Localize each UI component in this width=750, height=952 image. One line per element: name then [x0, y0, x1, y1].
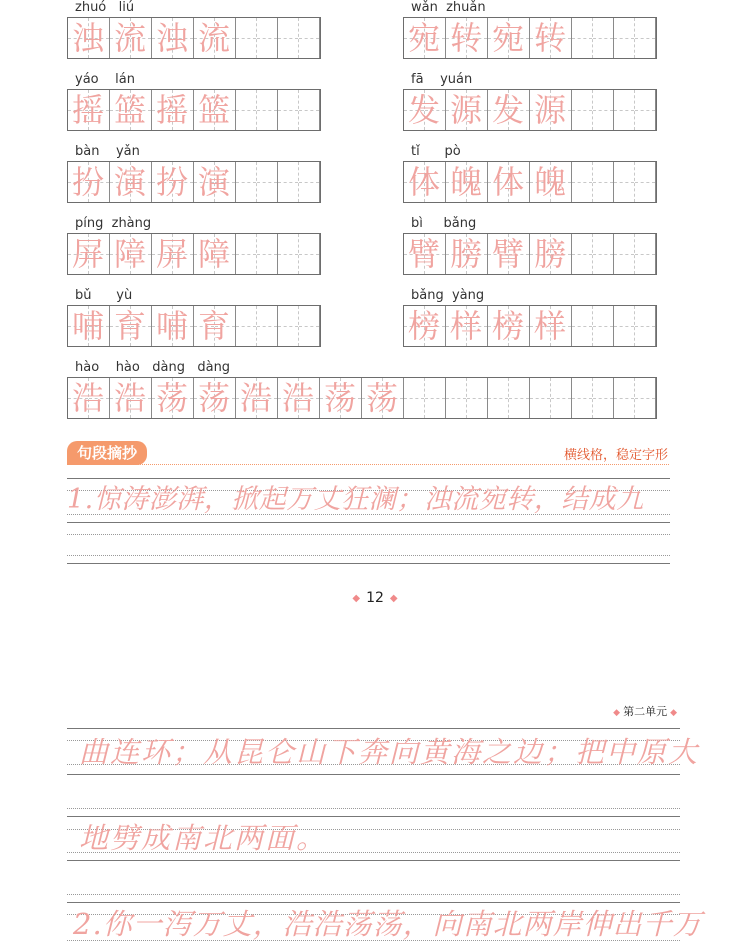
pinyin: bàn yǎn	[75, 144, 140, 159]
pinyin: tǐ pò	[411, 144, 461, 159]
grid-cell[interactable]	[467, 234, 488, 274]
trace-character: 篮	[197, 91, 230, 129]
grid-cell[interactable]	[530, 378, 551, 418]
trace-character: 障	[197, 235, 230, 273]
trace-character: 浩	[113, 379, 146, 417]
trace-character: 扮	[71, 163, 104, 201]
grid-cell[interactable]	[425, 306, 446, 346]
grid-cell[interactable]	[110, 18, 131, 58]
grid-cell[interactable]	[215, 90, 236, 130]
grid-cell[interactable]	[110, 162, 131, 202]
pinyin: fā yuán	[411, 72, 473, 87]
grid-cell[interactable]	[614, 90, 635, 130]
trace-character: 魄	[449, 163, 482, 201]
grid-cell[interactable]	[299, 234, 320, 274]
grid-cell[interactable]	[593, 234, 614, 274]
grid-cell[interactable]	[488, 162, 509, 202]
grid-cell[interactable]	[152, 234, 173, 274]
grid-cell[interactable]	[173, 306, 194, 346]
grid-cell[interactable]	[299, 306, 320, 346]
tianzige-grid	[67, 305, 321, 347]
grid-cell[interactable]	[530, 18, 551, 58]
grid-cell[interactable]	[299, 90, 320, 130]
grid-cell[interactable]	[215, 234, 236, 274]
grid-cell[interactable]	[173, 378, 194, 418]
trace-character: 体	[491, 163, 524, 201]
grid-cell[interactable]	[530, 162, 551, 202]
grid-cell[interactable]	[404, 90, 425, 130]
grid-cell[interactable]	[425, 162, 446, 202]
grid-cell[interactable]	[194, 234, 215, 274]
trace-character: 发	[491, 91, 524, 129]
passage-line: 地劈成南北两面。	[79, 821, 328, 855]
grid-cell[interactable]	[572, 234, 593, 274]
grid-cell[interactable]	[488, 90, 509, 130]
pinyin: hào hào dàng dàng	[75, 360, 231, 375]
grid-cell[interactable]	[614, 18, 635, 58]
grid-cell[interactable]	[509, 18, 530, 58]
grid-cell[interactable]	[152, 18, 173, 58]
grid-cell[interactable]	[257, 378, 278, 418]
grid-cell[interactable]	[215, 378, 236, 418]
grid-cell[interactable]	[278, 18, 299, 58]
trace-character: 扮	[155, 163, 188, 201]
trace-character: 摇	[71, 91, 104, 129]
trace-character: 育	[197, 307, 230, 345]
writing-lines-1	[67, 478, 670, 564]
trace-character: 浩	[71, 379, 104, 417]
pinyin: bǔ yù	[75, 288, 133, 303]
grid-cell[interactable]	[404, 18, 425, 58]
grid-cell[interactable]	[194, 306, 215, 346]
grid-cell[interactable]	[257, 306, 278, 346]
grid-cell[interactable]	[194, 18, 215, 58]
grid-cell[interactable]	[299, 18, 320, 58]
grid-cell[interactable]	[635, 162, 656, 202]
grid-cell[interactable]	[446, 162, 467, 202]
trace-character: 浊	[71, 19, 104, 57]
tianzige-grid	[67, 377, 657, 419]
grid-cell[interactable]	[551, 18, 572, 58]
grid-cell[interactable]	[530, 234, 551, 274]
grid-cell[interactable]	[68, 306, 89, 346]
trace-character: 哺	[71, 307, 104, 345]
grid-cell[interactable]	[383, 378, 404, 418]
grid-cell[interactable]	[110, 306, 131, 346]
pinyin: yáo lán	[75, 72, 135, 87]
grid-cell[interactable]	[509, 90, 530, 130]
grid-cell[interactable]	[551, 90, 572, 130]
trace-character: 流	[113, 19, 146, 57]
grid-cell[interactable]	[467, 162, 488, 202]
grid-cell[interactable]	[572, 162, 593, 202]
grid-cell[interactable]	[593, 306, 614, 346]
grid-cell[interactable]	[635, 18, 656, 58]
grid-cell[interactable]	[341, 378, 362, 418]
grid-cell[interactable]	[131, 162, 152, 202]
grid-cell[interactable]	[551, 234, 572, 274]
tianzige-grid	[403, 17, 657, 59]
grid-cell[interactable]	[593, 90, 614, 130]
grid-cell[interactable]	[299, 162, 320, 202]
grid-cell[interactable]	[593, 378, 614, 418]
trace-character: 哺	[155, 307, 188, 345]
grid-cell[interactable]	[68, 378, 89, 418]
grid-cell[interactable]	[152, 378, 173, 418]
grid-cell[interactable]	[131, 90, 152, 130]
grid-cell[interactable]	[404, 162, 425, 202]
trace-character: 膀	[533, 235, 566, 273]
grid-cell[interactable]	[257, 90, 278, 130]
tianzige-grid	[403, 305, 657, 347]
pinyin: wǎn zhuǎn	[411, 0, 486, 15]
trace-character: 荡	[323, 379, 356, 417]
tianzige-grid	[403, 89, 657, 131]
grid-cell[interactable]	[404, 234, 425, 274]
grid-cell[interactable]	[110, 90, 131, 130]
grid-cell[interactable]	[278, 90, 299, 130]
grid-cell[interactable]	[131, 378, 152, 418]
grid-cell[interactable]	[509, 306, 530, 346]
grid-cell[interactable]	[236, 378, 257, 418]
trace-character: 膀	[449, 235, 482, 273]
grid-cell[interactable]	[173, 18, 194, 58]
grid-cell[interactable]	[614, 378, 635, 418]
grid-cell[interactable]	[572, 378, 593, 418]
grid-cell[interactable]	[509, 234, 530, 274]
section-tab: 句段摘抄	[67, 441, 147, 465]
grid-cell[interactable]	[530, 90, 551, 130]
grid-cell[interactable]	[530, 306, 551, 346]
grid-cell[interactable]	[404, 378, 425, 418]
grid-cell[interactable]	[635, 306, 656, 346]
trace-character: 臂	[407, 235, 440, 273]
grid-cell[interactable]	[257, 18, 278, 58]
grid-cell[interactable]	[425, 18, 446, 58]
trace-character: 屏	[155, 235, 188, 273]
grid-cell[interactable]	[89, 306, 110, 346]
passage-line: 1.惊涛澎湃，掀起万丈狂澜；浊流宛转，结成九	[67, 484, 644, 515]
grid-cell[interactable]	[614, 234, 635, 274]
grid-cell[interactable]	[425, 90, 446, 130]
grid-cell[interactable]	[194, 162, 215, 202]
tianzige-grid	[403, 161, 657, 203]
passage-line: 曲连环；从昆仑山下奔向黄海之边；把中原大	[79, 735, 700, 769]
grid-cell[interactable]	[278, 234, 299, 274]
trace-character: 演	[113, 163, 146, 201]
grid-cell[interactable]	[68, 162, 89, 202]
grid-cell[interactable]	[68, 234, 89, 274]
grid-cell[interactable]	[635, 378, 656, 418]
trace-character: 源	[449, 91, 482, 129]
grid-cell[interactable]	[173, 234, 194, 274]
grid-cell[interactable]	[488, 18, 509, 58]
trace-character: 魄	[533, 163, 566, 201]
tianzige-grid	[67, 233, 321, 275]
grid-cell[interactable]	[488, 378, 509, 418]
grid-cell[interactable]	[131, 18, 152, 58]
grid-cell[interactable]	[89, 18, 110, 58]
grid-cell[interactable]	[131, 306, 152, 346]
trace-character: 臂	[491, 235, 524, 273]
pinyin: bǎng yàng	[411, 288, 485, 303]
trace-character: 荡	[365, 379, 398, 417]
grid-cell[interactable]	[593, 162, 614, 202]
grid-cell[interactable]	[446, 234, 467, 274]
grid-cell[interactable]	[572, 90, 593, 130]
grid-cell[interactable]	[614, 162, 635, 202]
grid-cell[interactable]	[299, 378, 320, 418]
grid-cell[interactable]	[89, 90, 110, 130]
grid-cell[interactable]	[194, 90, 215, 130]
trace-character: 荡	[197, 379, 230, 417]
passage-line: 2.你一泻万丈，浩浩荡荡，向南北两岸伸出千万	[73, 907, 703, 941]
grid-cell[interactable]	[131, 234, 152, 274]
grid-cell[interactable]	[572, 306, 593, 346]
grid-cell[interactable]	[446, 306, 467, 346]
grid-cell[interactable]	[89, 162, 110, 202]
grid-cell[interactable]	[320, 378, 341, 418]
trace-character: 育	[113, 307, 146, 345]
section-note: 横线格，稳定字形	[563, 448, 668, 463]
grid-cell[interactable]	[110, 234, 131, 274]
trace-character: 流	[197, 19, 230, 57]
grid-cell[interactable]	[278, 162, 299, 202]
section-divider	[67, 464, 669, 466]
grid-cell[interactable]	[278, 378, 299, 418]
tianzige-grid	[67, 89, 321, 131]
grid-cell[interactable]	[488, 234, 509, 274]
pinyin: bì bǎng	[411, 216, 477, 231]
trace-character: 浩	[281, 379, 314, 417]
trace-character: 荡	[155, 379, 188, 417]
page-number: ◆ 12 ◆	[352, 590, 398, 606]
grid-cell[interactable]	[236, 162, 257, 202]
grid-cell[interactable]	[635, 90, 656, 130]
pinyin: píng zhàng	[75, 216, 152, 231]
grid-cell[interactable]	[509, 378, 530, 418]
grid-cell[interactable]	[446, 90, 467, 130]
writing-lines-2	[67, 728, 703, 952]
trace-character: 样	[449, 307, 482, 345]
trace-character: 样	[533, 307, 566, 345]
grid-cell[interactable]	[635, 234, 656, 274]
grid-cell[interactable]	[467, 18, 488, 58]
grid-cell[interactable]	[467, 378, 488, 418]
grid-cell[interactable]	[194, 378, 215, 418]
trace-character: 榜	[407, 307, 440, 345]
grid-cell[interactable]	[572, 18, 593, 58]
trace-character: 摇	[155, 91, 188, 129]
unit-label: ◆ 第二单元 ◆	[613, 705, 677, 718]
tianzige-grid	[403, 233, 657, 275]
trace-character: 浩	[239, 379, 272, 417]
grid-cell[interactable]	[362, 378, 383, 418]
pinyin: zhuó liú	[75, 0, 135, 15]
grid-cell[interactable]	[152, 90, 173, 130]
grid-cell[interactable]	[173, 162, 194, 202]
grid-cell[interactable]	[152, 306, 173, 346]
grid-cell[interactable]	[152, 162, 173, 202]
grid-cell[interactable]	[89, 234, 110, 274]
grid-cell[interactable]	[425, 234, 446, 274]
trace-character: 转	[533, 19, 566, 57]
grid-cell[interactable]	[257, 234, 278, 274]
grid-cell[interactable]	[614, 306, 635, 346]
grid-cell[interactable]	[215, 306, 236, 346]
grid-cell[interactable]	[236, 234, 257, 274]
trace-character: 篮	[113, 91, 146, 129]
grid-cell[interactable]	[278, 306, 299, 346]
grid-cell[interactable]	[509, 162, 530, 202]
grid-cell[interactable]	[425, 378, 446, 418]
grid-cell[interactable]	[215, 162, 236, 202]
trace-character: 榜	[491, 307, 524, 345]
grid-cell[interactable]	[488, 306, 509, 346]
tianzige-grid	[67, 17, 321, 59]
trace-character: 源	[533, 91, 566, 129]
grid-cell[interactable]	[551, 306, 572, 346]
grid-cell[interactable]	[404, 306, 425, 346]
trace-character: 浊	[155, 19, 188, 57]
grid-cell[interactable]	[215, 18, 236, 58]
grid-cell[interactable]	[446, 378, 467, 418]
grid-cell[interactable]	[236, 18, 257, 58]
trace-character: 宛	[491, 19, 524, 57]
grid-cell[interactable]	[89, 378, 110, 418]
grid-cell[interactable]	[593, 18, 614, 58]
grid-cell[interactable]	[467, 90, 488, 130]
grid-cell[interactable]	[110, 378, 131, 418]
grid-cell[interactable]	[236, 306, 257, 346]
grid-cell[interactable]	[236, 90, 257, 130]
grid-cell[interactable]	[173, 90, 194, 130]
grid-cell[interactable]	[68, 90, 89, 130]
tianzige-grid	[67, 161, 321, 203]
grid-cell[interactable]	[446, 18, 467, 58]
trace-character: 转	[449, 19, 482, 57]
trace-character: 发	[407, 91, 440, 129]
trace-character: 宛	[407, 19, 440, 57]
grid-cell[interactable]	[551, 162, 572, 202]
trace-character: 演	[197, 163, 230, 201]
grid-cell[interactable]	[257, 162, 278, 202]
trace-character: 障	[113, 235, 146, 273]
trace-character: 屏	[71, 235, 104, 273]
grid-cell[interactable]	[467, 306, 488, 346]
grid-cell[interactable]	[551, 378, 572, 418]
grid-cell[interactable]	[68, 18, 89, 58]
trace-character: 体	[407, 163, 440, 201]
